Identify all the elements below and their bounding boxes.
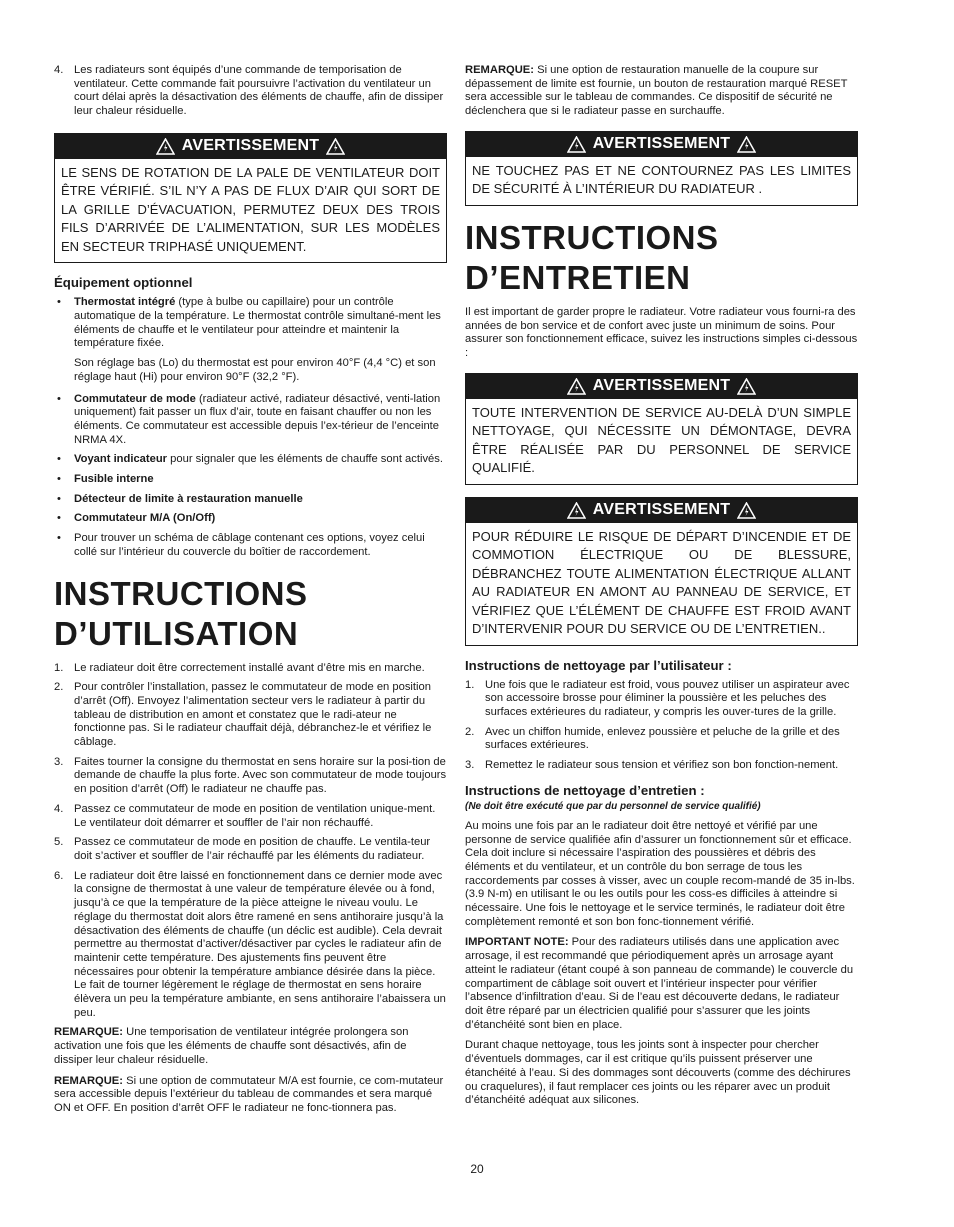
important-note: IMPORTANT NOTE: Pour des radiateurs utilisés dans une application avec arrosage, il est recommandé que périodiquement après un arrosage ayant atteint le radiateur (étant coupé à son panneau de commande) le couvercle du compartiment de câblage soit ouvert et l’intérieur inspecter pour vérifier l’absence d’infiltration d’eau. Si de l’eau est découverte dedans, le radiateur doit être réparé par un électricien qualifié pour s’assurer que les joints d’étanchéité sont bien en place. <box>465 936 854 1031</box>
remark-paragraph: REMARQUE: Si une option de commutateur M/A est fournie, ce com-mutateur sera accessible depuis l’extérieur du tableau de commandes et sera marqué ON et OFF. En position d’arrêt OFF le radiateur ne fonc-tionnera pas. <box>54 1074 444 1114</box>
section-heading-optional: Équipement optionnel <box>54 275 193 291</box>
list-item: • Pour trouver un schéma de câblage contenant ces options, voyez celui collé sur l’intérieur du couvercle du boîtier de raccordement. <box>57 532 425 558</box>
warning-header: AVERTISSEMENT <box>466 498 857 523</box>
numbered-item: 5. Passez ce commutateur de mode en position de chauffe. Le ventila-teur doit s’activer et souffler de l’air réchauffé par les éléments du radiateur. <box>54 836 431 862</box>
numbered-item: 2. Pour contrôler l’installation, passez le commutateur de mode en position d’arrêt (Off). Envoyez l’alimentation secteur vers le radiateur à partir du tableau de distribution en amont et constatez que le radi-ateur ne fonctionne pas. Si le radiateur chauffait déjà, débranchez-le et vérifiez le câblage. <box>54 681 432 749</box>
qualified-personnel-note: (Ne doit être exécuté que par du personnel de service qualifié) <box>465 800 761 812</box>
warning-box-limits <box>465 131 858 206</box>
numbered-item: 2. Avec un chiffon humide, enlevez poussière et peluche de la grille et des surfaces extérieures. <box>465 725 840 752</box>
maintenance-paragraph: Durant chaque nettoyage, tous les joints sont à inspecter pour chercher d’éventuels dommages, car il est critique qu’ils puissent préserver une étanchéité à l’eau. Si des dommages sont découverts (comme des déchirures ou craquelures), il faut remplacer ces joints ou les réparer avec un produit d’étanchéité adéquat aux silicones. <box>465 1039 851 1107</box>
usage-steps-list <box>54 662 447 1021</box>
maintenance-intro: Il est important de garder propre le radiateur. Votre radiateur vous fourni-ra des années de bon service et de confort avec juste un minimum de soins. Pour assurer son fonctionnement efficace, suivez les instructions simples ci-dessous : <box>465 305 858 359</box>
warning-header: AVERTISSEMENT <box>466 374 857 399</box>
warning-box-rotation <box>54 133 447 264</box>
warning-triangle-icon <box>567 502 586 519</box>
list-item: • Fusible interne <box>57 473 154 486</box>
section-heading-user-cleaning: Instructions de nettoyage par l’utilisateur : <box>465 657 732 673</box>
section-title-maintenance: INSTRUCTIONS D’ENTRETIEN <box>465 218 719 296</box>
warning-body: POUR RÉDUIRE LE RISQUE DE DÉPART D’INCENDIE ET DE COMMOTION ÉLECTRIQUE OU DE BLESSURE, DÉBRANCHEZ TOUTE ALIMENTATION ÉLECTRIQUE ALLANT AU RADIATEUR EN AMONT AU PANNEAU DE SERVICE, ET VÉRIFIEZ QUE L’ÉLÉMENT DE CHAUFFE EST FROID AVANT D’INTERVENIR POUR DU SERVICE OU DE L’ENTRETIEN.. <box>472 528 851 637</box>
numbered-item: 6. Le radiateur doit être laissé en fonctionnement dans ce dernier mode avec la consigne de thermostat à une valeur de température élevée ou à fond, jusqu’à ce que la température de la pièce atteigne le niveau voulu. Le réglage du thermostat doit alors être ramené en sens antihoraire jusqu’à la désactivation des éléments de chauffe (un déclic est audible). Cela devrait permettre au thermostat d’activer/désactiver par cycles le radiateur afin de maintenir cette température. Des ajustements fins peuvent être nécessaires pour obtenir la température ambiance désirée dans la pièce. Le fait de tourner légèrement le réglage de thermostat en sens horaire élèvera un peu la température ambiante, en sens antihoraire l’abaissera un peu. <box>54 869 446 1019</box>
section-heading-maint-cleaning: Instructions de nettoyage d’entretien : <box>465 782 705 798</box>
numbered-item: 1. Une fois que le radiateur est froid, vous pouvez utiliser un aspirateur avec son accessoire brosse pour éliminer la poussière et les peluches des surfaces extérieures du radiateur, y compris les ouver-tures de la grille. <box>465 678 850 719</box>
numbered-item: 4. Les radiateurs sont équipés d’une commande de temporisation de ventilateur. Cette commande fait poursuivre l’activation du ventilateur un court délai après la désactivation des éléments de chauffe, afin de dissiper leur chaleur résiduelle. <box>54 64 444 118</box>
numbered-item: 3. Faites tourner la consigne du thermostat en sens horaire sur la posi-tion de demande de chauffe la plus forte. Avec son commutateur de mode toujours en position d’arrêt (Off) le radiateur ne chauffe pas. <box>54 755 447 796</box>
warning-triangle-icon <box>326 138 345 155</box>
warning-triangle-icon <box>737 378 756 395</box>
warning-header: AVERTISSEMENT <box>466 132 857 157</box>
list-item: • Thermostat intégré (type à bulbe ou capillaire) pour un contrôle automatique de la température. Le thermostat contrôle simultané-ment les éléments de chauffe et le ventilateur pour atteindre et maintenir la température fixée. <box>57 296 441 350</box>
warning-header: AVERTISSEMENT <box>55 134 446 159</box>
warning-triangle-icon <box>567 136 586 153</box>
warning-body: LE SENS DE ROTATION DE LA PALE DE VENTILATEUR DOIT ÊTRE VÉRIFIÉ. S’IL N’Y A PAS DE FLUX D’AIR QUI SORT DE LA GRILLE D’ÉVACUATION, PERMUTEZ DEUX DES TROIS FILS D’ARRIVÉE DE L’ALIMENTATION, SUR LES MODÈLES EN SECTEUR TRIPHASÉ UNIQUEMENT. <box>61 164 440 254</box>
numbered-item: 4. Passez ce commutateur de mode en position de ventilation unique-ment. Le ventilateur doit démarrer et souffler de l’air non réchauffé. <box>54 802 436 829</box>
warning-triangle-icon <box>737 502 756 519</box>
warning-triangle-icon <box>156 138 175 155</box>
user-cleaning-steps <box>465 679 858 773</box>
thermostat-range-note: Son réglage bas (Lo) du thermostat est pour environ 40°F (4,4 °C) et son réglage haut (Hi) pour environ 90°F (32,2 °F). <box>74 357 436 383</box>
remark-paragraph: REMARQUE: Si une option de restauration manuelle de la coupure sur dépassement de limite est fournie, un bouton de restauration marqué RESET sera accessible sur le tableau de commandes. Ce dispositif de sécurité ne déclenchera que si le radiateur passe en surchauffe. <box>465 64 848 118</box>
warning-body: TOUTE INTERVENTION DE SERVICE AU-DELÀ D’UN SIMPLE NETTOYAGE, QUI NÉCESSITE UN DÉMONTAGE, DEVRA ÊTRE RÉALISÉE PAR DU PERSONNEL DE SERVICE QUALIFIÉ. <box>472 404 851 476</box>
left-column <box>54 64 447 1123</box>
page-number: 20 <box>470 1162 484 1176</box>
list-item: • Voyant indicateur pour signaler que les éléments de chauffe sont activés. <box>57 453 443 466</box>
warning-box-fire <box>465 497 858 646</box>
warning-triangle-icon <box>567 378 586 395</box>
warning-body: NE TOUCHEZ PAS ET NE CONTOURNEZ PAS LES LIMITES DE SÉCURITÉ À L’INTÉRIEUR DU RADIATEUR . <box>472 162 851 197</box>
section-title-usage: INSTRUCTIONS D’UTILISATION <box>54 574 308 652</box>
warning-triangle-icon <box>737 136 756 153</box>
numbered-item: 3. Remettez le radiateur sous tension et vérifiez son bon fonction-nement. <box>465 759 839 772</box>
maintenance-paragraph: Au moins une fois par an le radiateur doit être nettoyé et vérifié par une personne de service qualifiée afin d’assurer un fonctionnement sûr et efficace. Cela doit inclure si nécessaire l’aspiration des poussières et débris des éléments et du ventilateur, et un contrôle du bon serrage de tous les raccordements par cosses à visser, avec un couple recom-mandé de 35 in-lbs. (3.9 N-m) en utilisant le ou les outils pour les coss-es difficiles à atteindre si nécessaire. Une fois le nettoyage et le service terminés, le radiateur doit être complètement remonté et son bon fonc-tionnement vérifié. <box>465 819 855 928</box>
list-item: • Détecteur de limite à restauration manuelle <box>57 492 303 505</box>
list-item: • Commutateur M/A (On/Off) <box>57 512 216 525</box>
warning-box-service <box>465 373 858 485</box>
numbered-item: 1. Le radiateur doit être correctement installé avant d’être mis en marche. <box>54 661 425 674</box>
right-column <box>465 64 858 1115</box>
remark-paragraph: REMARQUE: Une temporisation de ventilateur intégrée prolongera son activation une fois que les éléments de chauffe sont désactivés, afin de dissiper leur chaleur résiduelle. <box>54 1026 409 1066</box>
list-item: • Commutateur de mode (radiateur activé, radiateur désactivé, venti-lation uniquement) fait passer un flux d’air, toute en faisant chauffer ou non les éléments. Ce commutateur est accessible depuis l’ex-térieur de l’enceinte NRMA 4X. <box>57 392 441 446</box>
